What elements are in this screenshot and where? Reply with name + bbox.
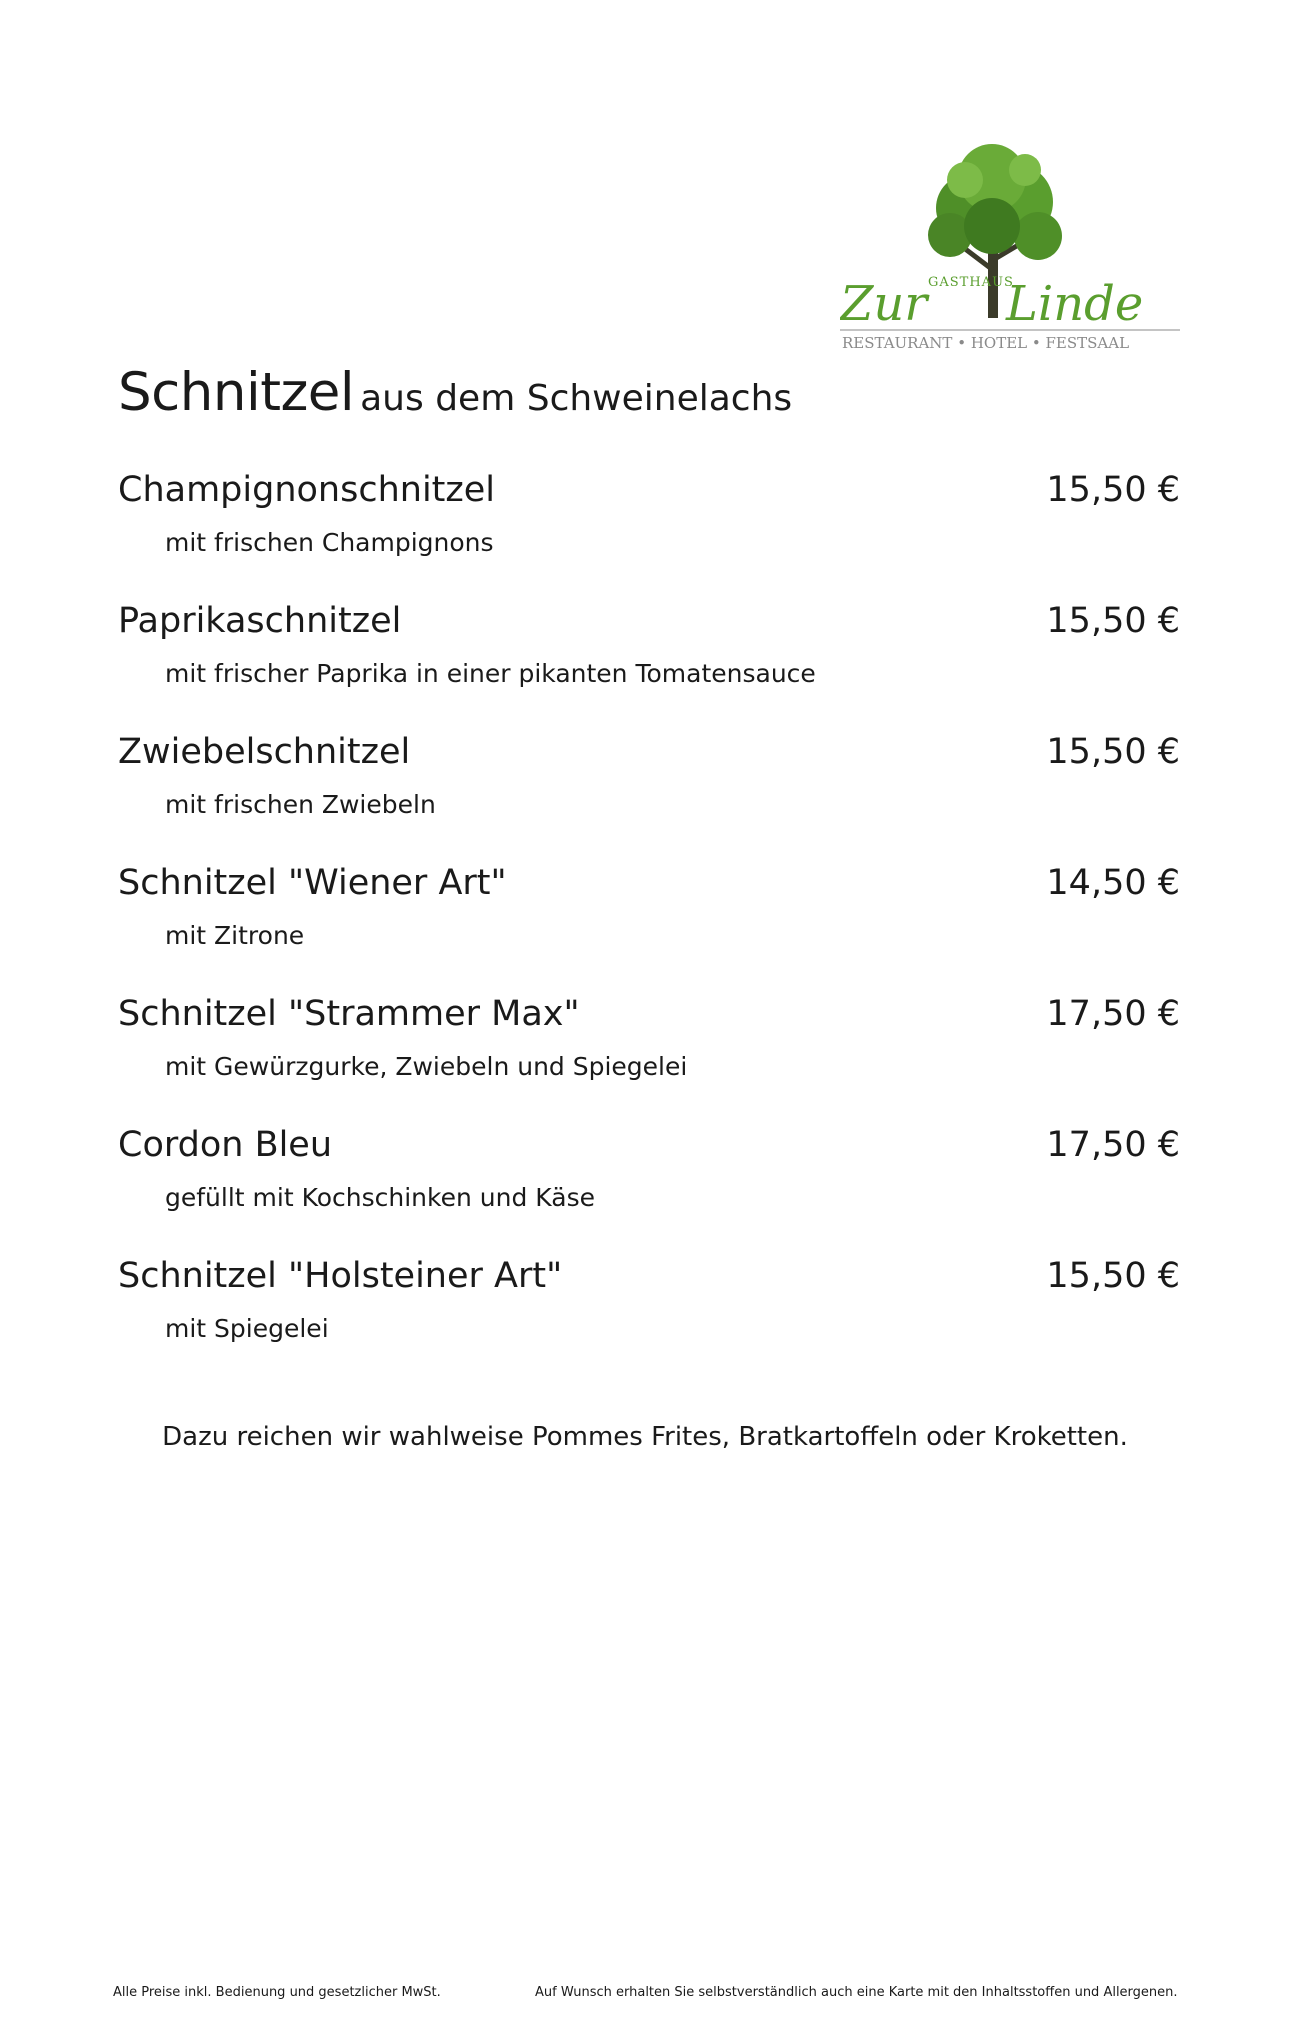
logo-script-right: Linde	[1006, 276, 1144, 332]
menu-item	[118, 994, 1180, 1104]
logo-tagline: RESTAURANT • HOTEL • FESTSAAL	[842, 334, 1130, 352]
item-name: Champignonschnitzel	[118, 470, 496, 510]
item-description: mit frischen Zwiebeln	[165, 790, 436, 819]
logo-small-text: GASTHAUS	[928, 275, 1014, 290]
item-description: mit frischer Paprika in einer pikanten Tomatensauce	[165, 659, 816, 688]
item-name: Paprikaschnitzel	[118, 601, 402, 641]
item-price: 17,50 €	[1046, 994, 1180, 1034]
item-name: Zwiebelschnitzel	[118, 732, 411, 772]
side-dishes-note: Dazu reichen wir wahlweise Pommes Frites, Bratkartoffeln oder Kroketten.	[162, 1422, 1128, 1452]
menu-item	[118, 732, 1180, 842]
item-description: mit frischen Champignons	[165, 528, 494, 557]
menu-item	[118, 601, 1180, 711]
title-main: Schnitzel	[118, 362, 355, 423]
item-name: Schnitzel "Wiener Art"	[118, 863, 507, 903]
footer-prices-note: Alle Preise inkl. Bedienung und gesetzlicher MwSt.	[113, 1985, 441, 2000]
item-price: 15,50 €	[1046, 1256, 1180, 1296]
page-title	[118, 362, 792, 423]
item-description: mit Spiegelei	[165, 1314, 329, 1343]
item-price: 14,50 €	[1046, 863, 1180, 903]
item-price: 15,50 €	[1046, 601, 1180, 641]
item-price: 17,50 €	[1046, 1125, 1180, 1165]
footer-allergens-note: Auf Wunsch erhalten Sie selbstverständlich auch eine Karte mit den Inhaltsstoffen und Allergenen.	[535, 1985, 1178, 2000]
item-name: Schnitzel "Holsteiner Art"	[118, 1256, 563, 1296]
logo	[840, 140, 1200, 365]
logo-graphic	[840, 140, 1200, 365]
item-description: mit Gewürzgurke, Zwiebeln und Spiegelei	[165, 1052, 688, 1081]
item-description: gefüllt mit Kochschinken und Käse	[165, 1183, 595, 1212]
menu-item	[118, 1256, 1180, 1366]
menu-item	[118, 470, 1180, 580]
item-name: Cordon Bleu	[118, 1125, 333, 1165]
logo-script-left: Zur	[840, 276, 928, 332]
item-description: mit Zitrone	[165, 921, 305, 950]
menu-item	[118, 863, 1180, 973]
title-sub: aus dem Schweinelachs	[360, 378, 793, 419]
menu-item	[118, 1125, 1180, 1235]
item-name: Schnitzel "Strammer Max"	[118, 994, 580, 1034]
item-price: 15,50 €	[1046, 732, 1180, 772]
item-price: 15,50 €	[1046, 470, 1180, 510]
